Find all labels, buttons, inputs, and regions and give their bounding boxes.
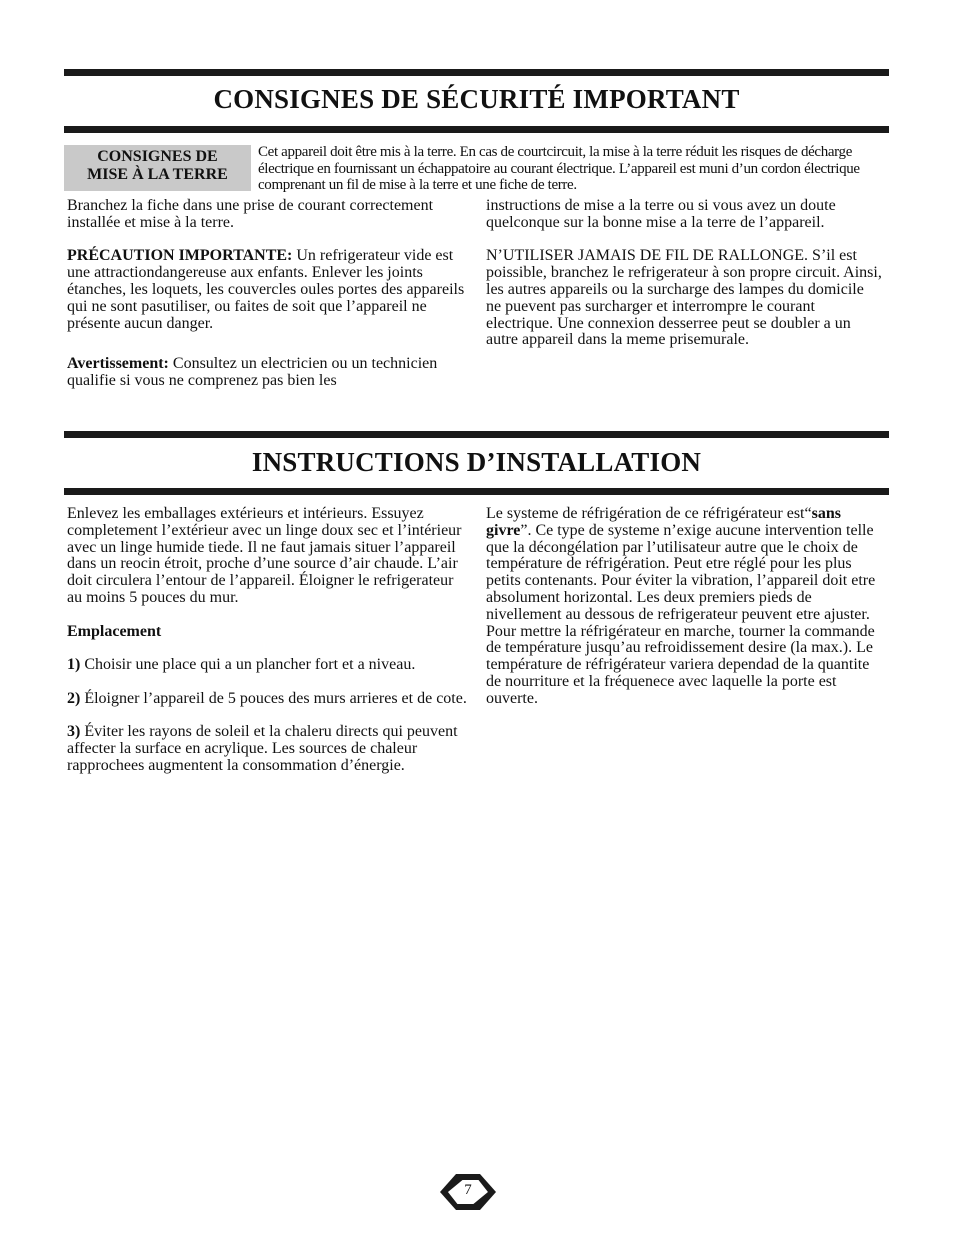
refrigeration-paragraph [486, 506, 882, 708]
grounding-label-line1: CONSIGNES DE [97, 148, 218, 165]
plug-paragraph: Branchez la fiche dans une prise de courant correctement installée et mise à la terre. [67, 197, 434, 231]
page-number: 7 [464, 1182, 472, 1198]
refrigeration-text-b: ”. Ce type de systeme n’exige aucune intervention telle que la décongélation par l’utilisateur autre que le choix de température de réfrigération. Peut etre réglé pour les plus petits contenants. Pour éviter la vibration, l’appareil doit etre absolument horizontal. Les deux premiers pieds de nivellement au dessous de refrigerateur peuvent etre ajuster. Pour mettre la réfrigérateur en marche, tourner la commande de température jusqu’au refroidissement desire (la max.). Le température de réfrigérateur variera dependad de la quantite de nourriture et la fréquenece avec laquelle la porte est ouverte. [486, 521, 876, 707]
grounding-instructions-paragraph: instructions de mise a la terre ou si vous avez un doute quelconque sur la bonne mise a la terre de l’appareil. [486, 197, 836, 231]
location-item-2 [67, 691, 467, 708]
warning-text: Consultez un electricien ou un technicien qualifie si vous ne comprenez pas bien les [67, 355, 438, 390]
safety-heading: CONSIGNES DE SÉCURITÉ IMPORTANT [213, 84, 740, 114]
warning-label: Avertissement: [67, 355, 169, 373]
item-1-text: Choisir une place qui a un plancher fort et a niveau. [80, 656, 416, 674]
item-1-number: 1) [67, 656, 81, 674]
item-3-text: Éviter les rayons de soleil et la chaleru directs qui peuvent affecter la surface en acrylique. Les sources de chaleur rapprochees augmentent la consommation d’énergie. [67, 723, 458, 774]
location-title: Emplacement [67, 622, 162, 640]
caution-text: Un refrigerateur vide est une attractiondangereuse aux enfants. Enlever les joints étanches, les loquets, les couvercles oules portes des appareils qui ne sont pasutiliser, ou faites de soit que l’appareil ne présente aucun danger. [67, 247, 465, 332]
warning-paragraph [67, 356, 467, 390]
caution-paragraph [67, 248, 467, 332]
frost-free-label: sans givre [486, 505, 841, 539]
refrigeration-text-a: Le systeme de réfrigération de ce réfrigérateur est“ [486, 505, 812, 522]
safety-heading-rule [64, 126, 889, 133]
unpacking-paragraph: Enlevez les emballages extérieurs et intérieurs. Essuyez completement l’extérieur avec un linge doux sec et l’intérieur avec un linge humide tiede. Il ne faut jamais situer l’appareil dans un reocin étroit, proche d’une source d’air chaude. L’air doit circulera l’entour de l’appareil. Éloigner le refrigerateur au moins 5 pouces du mur. [67, 505, 462, 606]
grounding-label-line2: MISE À LA TERRE [87, 166, 228, 183]
page-number-badge [438, 1173, 498, 1211]
caution-label: PRÉCAUTION IMPORTANTE: [67, 247, 293, 265]
location-item-1 [67, 657, 467, 674]
install-left-column [67, 506, 467, 775]
install-heading-rule [64, 488, 889, 495]
item-3-number: 3) [67, 723, 81, 741]
item-2-text: Éloigner l’appareil de 5 pouces des murs arrieres et de cote. [80, 689, 467, 707]
extension-cord-paragraph: N’UTILISER JAMAIS DE FIL DE RALLONGE. S’il est poissible, branchez le refrigerateur à son propre circuit. Ainsi, les autres appareils ou la surcharge des lampes du domicile ne puevent pas surcharger et interrompre le courant electrique. Une connexion desserree peut se doubler a un autre appareil dans la meme prisemurale. [486, 247, 882, 349]
item-2-number: 2) [67, 689, 81, 707]
install-right-column [486, 506, 882, 708]
top-rule [64, 69, 889, 76]
location-item-3 [67, 724, 467, 774]
safety-left-column [67, 198, 467, 390]
safety-right-column [486, 198, 882, 349]
install-heading: INSTRUCTIONS D’INSTALLATION [251, 447, 702, 477]
install-top-rule [64, 431, 889, 438]
grounding-label-box [64, 145, 251, 191]
grounding-intro-text: Cet appareil doit être mis à la terre. En cas de courtcircuit, la mise à la terre réduit les risques de décharge électrique en fournissant un échappatoire au courant électrique. L’appareil est muni d’un cordon électrique comprenant un fil de mise à la terre et une fiche de terre. [258, 144, 860, 194]
